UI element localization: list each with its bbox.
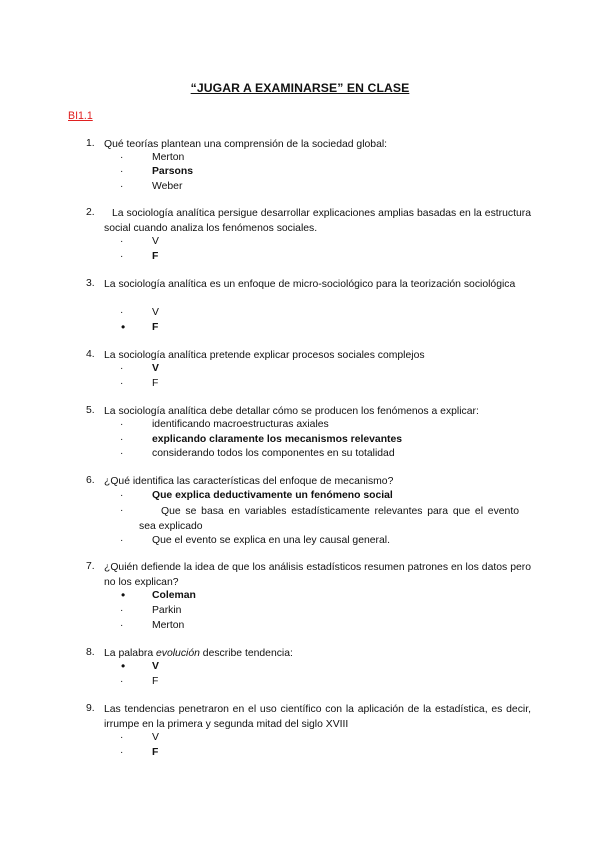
question-text: La sociología analítica es un enfoque de micro-sociológico para la teorización sociológica xyxy=(104,279,516,290)
option-text: V xyxy=(152,661,159,672)
option-text: V xyxy=(152,363,159,374)
question-number: 5. xyxy=(86,405,95,416)
question-text: Las tendencias penetraron en el uso científico con la aplicación de la estadística, es decir, irrumpe en la primera y segunda mitad del siglo XVIII xyxy=(104,704,531,730)
question-text-part: describe tendencia: xyxy=(199,648,293,659)
option xyxy=(0,363,600,378)
option-text: Que se basa en variables estadísticamente relevantes para que el evento sea explicado xyxy=(139,506,519,532)
option-text: identificando macroestructuras axiales xyxy=(152,419,329,430)
option xyxy=(0,236,600,251)
question-number: 2. xyxy=(86,207,95,218)
question-number: 3. xyxy=(86,278,95,289)
option-text: Merton xyxy=(152,152,185,163)
option-text: V xyxy=(152,307,159,318)
bullet: · xyxy=(120,747,124,758)
bullet: · xyxy=(120,620,124,631)
bullet: · xyxy=(120,166,124,177)
option-text: Que el evento se explica en una ley causal general. xyxy=(152,535,390,546)
option xyxy=(0,434,600,449)
option xyxy=(0,490,600,505)
bullet: • xyxy=(121,659,126,673)
bullet: · xyxy=(120,605,124,616)
bullet: · xyxy=(120,676,124,687)
bullet: · xyxy=(120,505,124,516)
option-text: Parsons xyxy=(152,166,194,177)
option xyxy=(0,251,600,266)
question-text: ¿Quién defiende la idea de que los análisis estadísticos resumen patrones en los datos pero no los explican? xyxy=(104,562,531,588)
question-number: 1. xyxy=(86,138,95,149)
question-text xyxy=(104,647,531,662)
question-text: La sociología analítica debe detallar cómo se producen los fenómenos a explicar: xyxy=(104,406,479,417)
option xyxy=(0,307,600,322)
option-text: F xyxy=(152,251,159,262)
option xyxy=(0,590,600,605)
option-text: considerando todos los componentes en su totalidad xyxy=(152,448,395,459)
option xyxy=(0,181,600,196)
option-text: F xyxy=(152,676,159,687)
option xyxy=(0,661,600,676)
option xyxy=(0,747,600,762)
bullet: · xyxy=(120,535,124,546)
bullet: · xyxy=(120,419,124,430)
question-number: 8. xyxy=(86,647,95,658)
option xyxy=(0,419,600,434)
option-text: explicando claramente los mecanismos relevantes xyxy=(152,434,403,445)
option-text: Merton xyxy=(152,620,185,631)
option-text: F xyxy=(152,747,159,758)
option xyxy=(0,322,600,337)
bullet: · xyxy=(120,378,124,389)
bullet: · xyxy=(120,181,124,192)
option xyxy=(0,448,600,463)
question-text: La sociología analítica persigue desarrollar explicaciones amplias basadas en la estructura social cuando analiza los fenómenos sociales. xyxy=(104,208,531,234)
option-text: V xyxy=(152,732,159,743)
question-number: 6. xyxy=(86,475,95,486)
question-text: Qué teorías plantean una comprensión de la sociedad global: xyxy=(104,139,388,150)
bullet: · xyxy=(120,236,124,247)
bullet: • xyxy=(121,320,126,334)
option-text: Weber xyxy=(152,181,183,192)
option-text: Que explica deductivamente un fenómeno social xyxy=(152,490,393,501)
bullet: · xyxy=(120,363,124,374)
bullet: · xyxy=(120,251,124,262)
page-title: “JUGAR A EXAMINARSE” EN CLASE xyxy=(190,81,410,95)
question-number: 4. xyxy=(86,349,95,360)
question-text: ¿Qué identifica las características del enfoque de mecanismo? xyxy=(104,476,394,487)
option-text: F xyxy=(152,322,159,333)
option-text: Parkin xyxy=(152,605,182,616)
bullet: · xyxy=(120,448,124,459)
question-number: 7. xyxy=(86,561,95,572)
option xyxy=(0,732,600,747)
section-label: BI1.1 xyxy=(68,110,93,122)
option-text: Coleman xyxy=(152,590,196,601)
option xyxy=(0,620,600,635)
question-number: 9. xyxy=(86,703,95,714)
option-text: V xyxy=(152,236,159,247)
option xyxy=(0,605,600,620)
option xyxy=(0,378,600,393)
bullet: · xyxy=(120,307,124,318)
option xyxy=(0,676,600,691)
question-text-italic: evolución xyxy=(156,648,200,659)
question-text: La sociología analítica pretende explicar procesos sociales complejos xyxy=(104,350,425,361)
bullet: · xyxy=(120,732,124,743)
bullet: · xyxy=(120,490,124,501)
question-text-part: La palabra xyxy=(104,648,156,659)
option xyxy=(0,505,600,535)
option xyxy=(0,535,600,550)
option xyxy=(0,152,600,167)
bullet: • xyxy=(121,588,126,602)
bullet: · xyxy=(120,434,124,445)
bullet: · xyxy=(120,152,124,163)
option-text: F xyxy=(152,378,159,389)
option xyxy=(0,166,600,181)
